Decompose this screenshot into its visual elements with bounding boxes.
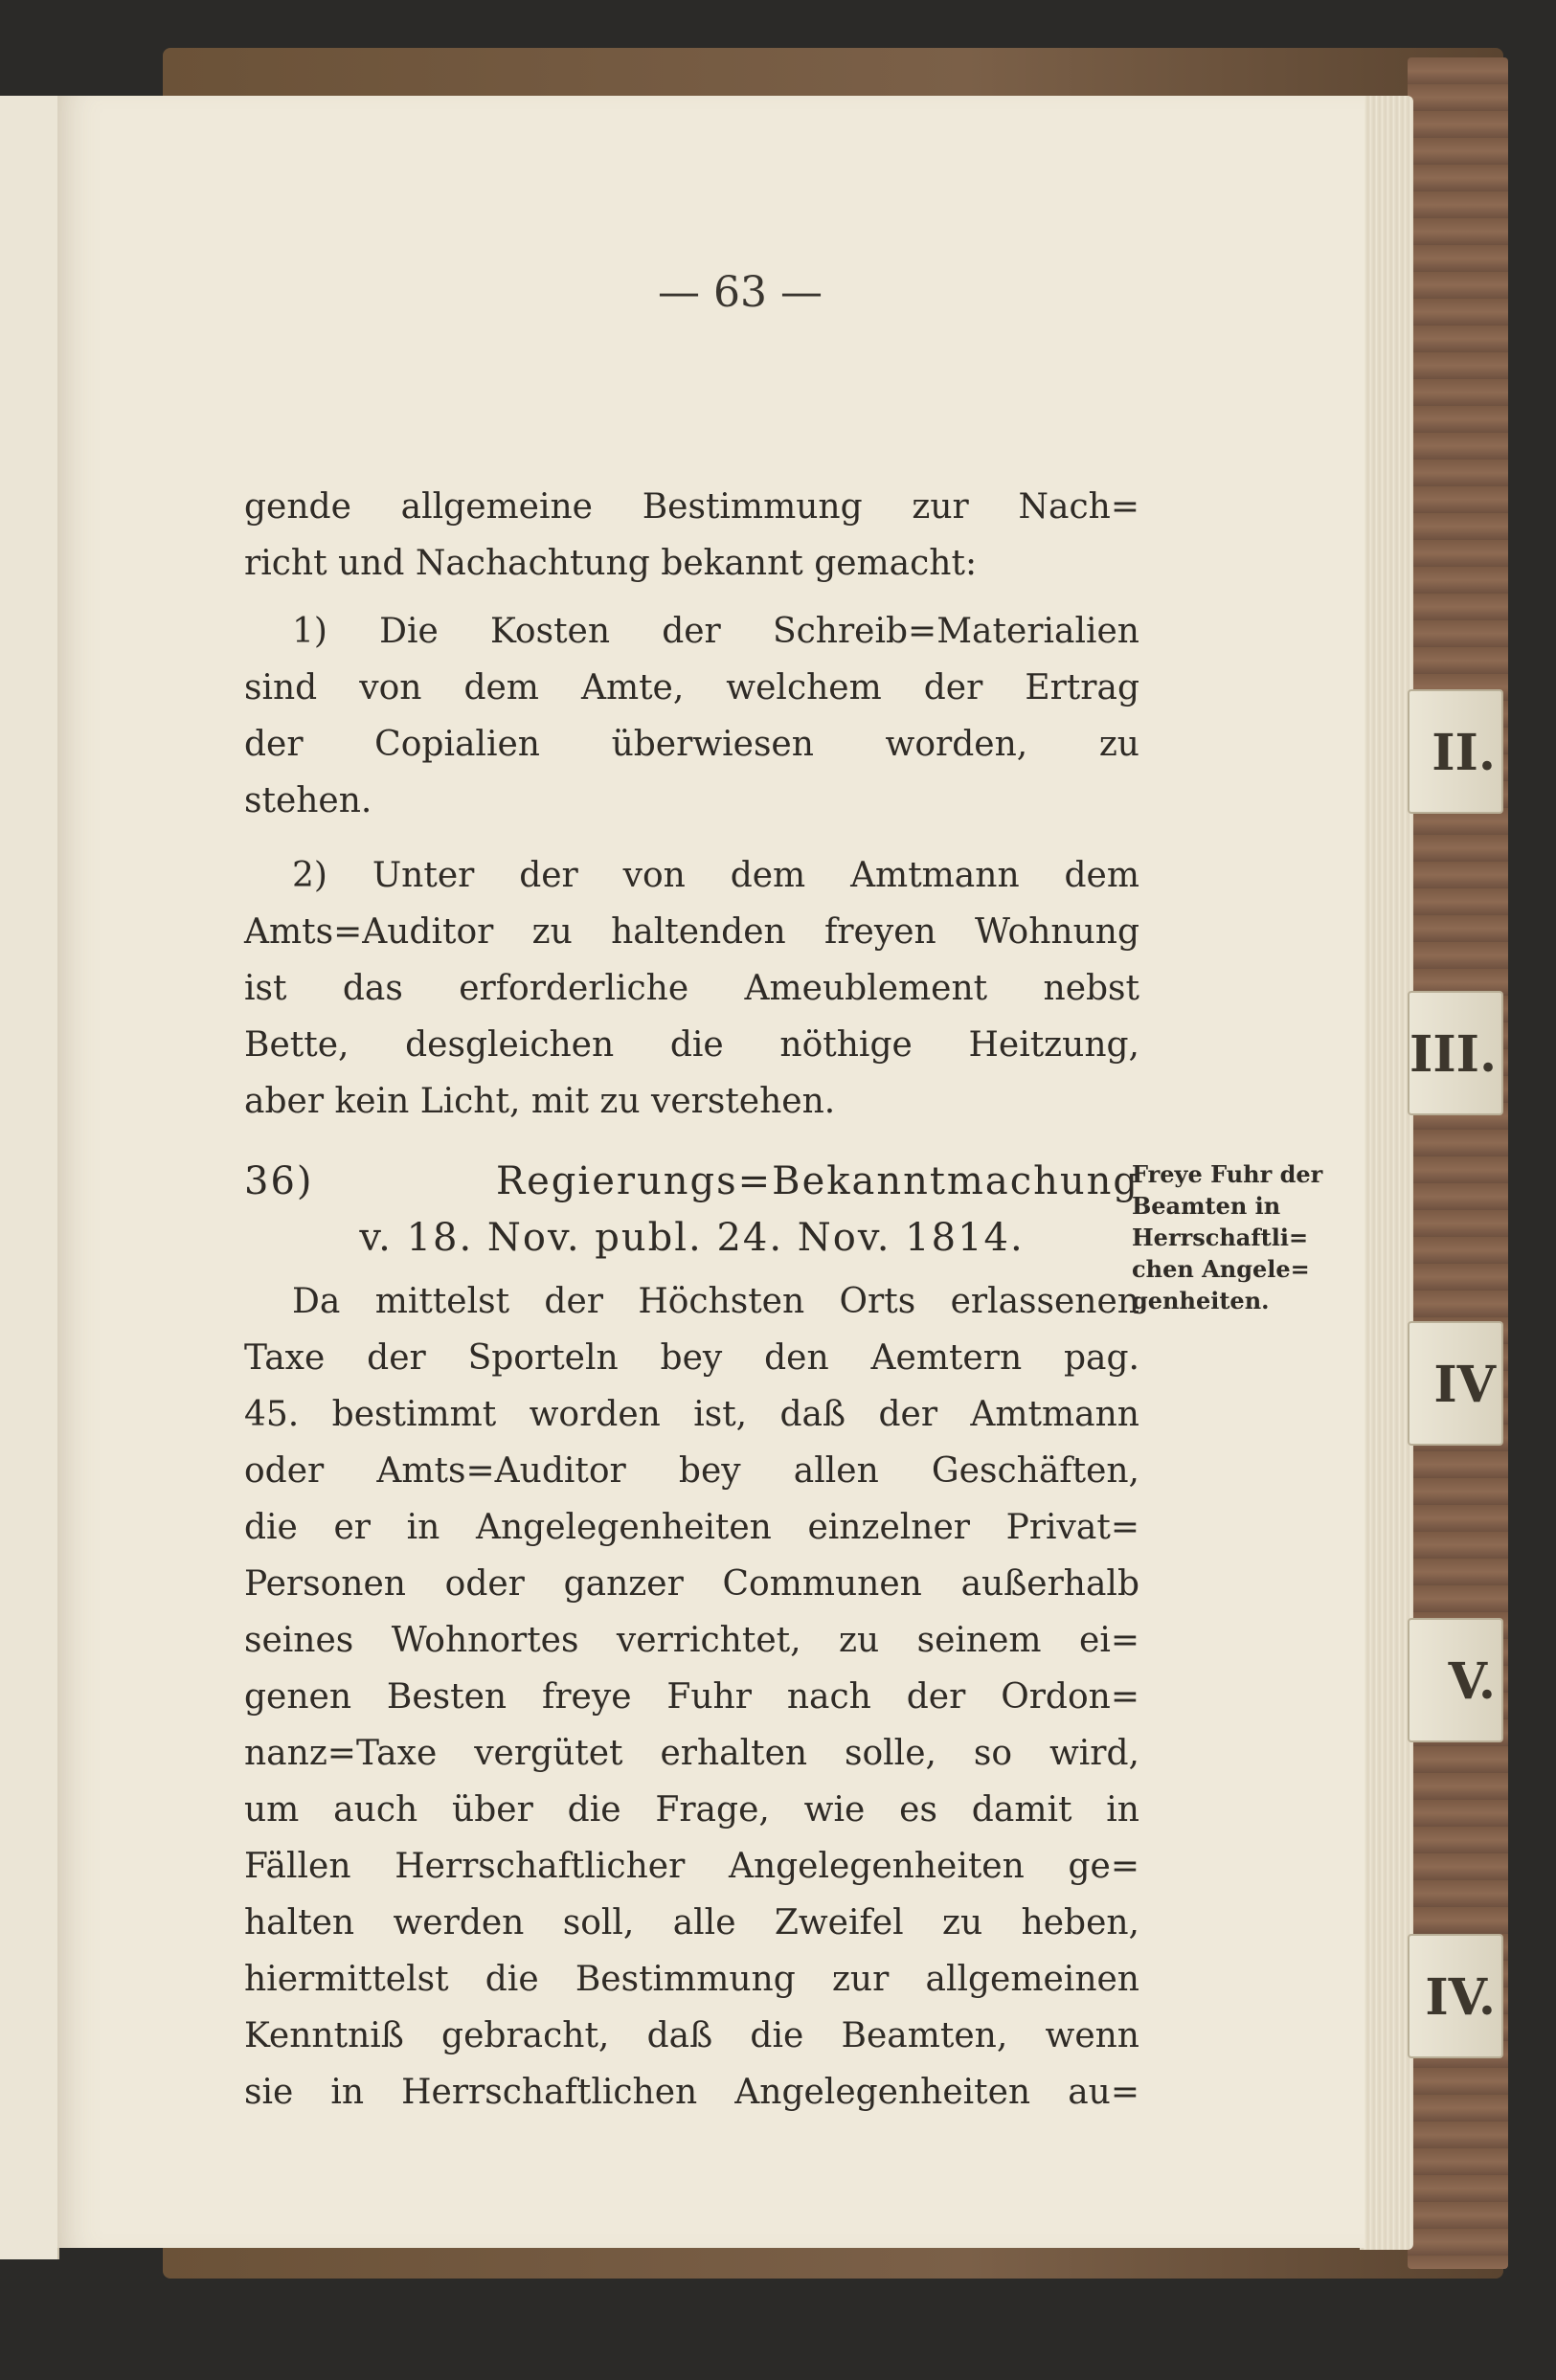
text-line: um auch über die Frage, wie es damit in xyxy=(244,1790,1139,1830)
text-line: ist das erforderliche Ameublement nebst xyxy=(244,969,1139,1008)
text-line: Taxe der Sporteln bey den Aemtern pag. xyxy=(244,1338,1139,1378)
text-line: Bette, desgleichen die nöthige Heitzung, xyxy=(244,1025,1139,1065)
heading-line: v. 18. Nov. publ. 24. Nov. 1814. xyxy=(359,1216,1025,1260)
text-line: sie in Herrschaftlichen Angelegenheiten au= xyxy=(244,2073,1139,2112)
margin-note-line: genheiten. xyxy=(1132,1287,1270,1314)
thumb-tab-ii[interactable]: II. xyxy=(1408,689,1503,814)
text-line: Amts=Auditor zu haltenden freyen Wohnung xyxy=(244,912,1139,952)
heading-line: 36) Regierungs=Bekanntmachung xyxy=(244,1159,1139,1203)
text-line: 45. bestimmt worden ist, daß der Amtmann xyxy=(244,1395,1139,1434)
text-line: halten werden soll, alle Zweifel zu heben, xyxy=(244,1903,1139,1942)
text-line: Personen oder ganzer Communen außerhalb xyxy=(244,1564,1139,1604)
section-heading xyxy=(244,1154,1139,1267)
list-item-2 xyxy=(244,847,1139,1130)
thumb-tab-iii[interactable]: III. xyxy=(1408,991,1503,1115)
thumb-tab-iv-lower[interactable]: IV. xyxy=(1408,1934,1503,2058)
text-line: stehen. xyxy=(244,781,372,820)
text-line: aber kein Licht, mit zu verstehen. xyxy=(244,1082,836,1121)
text-line: sind von dem Amte, welchem der Ertrag xyxy=(244,668,1139,707)
text-line: gende allgemeine Bestimmung zur Nach= xyxy=(244,487,1139,527)
text-line: nanz=Taxe vergütet erhalten solle, so wird, xyxy=(244,1734,1139,1773)
text-line: hiermittelst die Bestimmung zur allgemeinen xyxy=(244,1960,1139,1999)
text-line: Da mittelst der Höchsten Orts erlassenen xyxy=(292,1282,1139,1321)
text-line: genen Besten freye Fuhr nach der Ordon= xyxy=(244,1677,1139,1717)
text-line: Fällen Herrschaftlicher Angelegenheiten ge= xyxy=(244,1847,1139,1886)
text-line: die er in Angelegenheiten einzelner Privat= xyxy=(244,1508,1139,1547)
text-line: seines Wohnortes verrichtet, zu seinem ei= xyxy=(244,1621,1139,1660)
previous-page-edge xyxy=(0,96,59,2259)
list-item-1 xyxy=(244,603,1139,829)
text-line: richt und Nachachtung bekannt gemacht: xyxy=(244,544,978,583)
page-number: — 63 — xyxy=(658,268,823,317)
text-line: Kenntniß gebracht, daß die Beamten, wenn xyxy=(244,2016,1139,2055)
text-line: oder Amts=Auditor bey allen Geschäften, xyxy=(244,1451,1139,1491)
margin-note-line: chen Angele= xyxy=(1132,1255,1310,1283)
margin-note-line: Freye Fuhr der xyxy=(1132,1160,1323,1188)
margin-note-line: Beamten in xyxy=(1132,1192,1281,1220)
thumb-tab-iv[interactable]: IV xyxy=(1408,1321,1503,1446)
paragraph-decree xyxy=(244,1273,1139,2121)
margin-note-line: Herrschaftli= xyxy=(1132,1224,1309,1251)
thumb-tab-v[interactable]: V. xyxy=(1408,1618,1503,1742)
paragraph-continuation xyxy=(244,479,1139,592)
text-line: der Copialien überwiesen worden, zu xyxy=(244,725,1139,764)
margin-note xyxy=(1132,1158,1381,1316)
text-line: 1) Die Kosten der Schreib=Materialien xyxy=(292,612,1139,651)
book-page xyxy=(57,96,1364,2248)
text-line: 2) Unter der von dem Amtmann dem xyxy=(292,856,1139,895)
